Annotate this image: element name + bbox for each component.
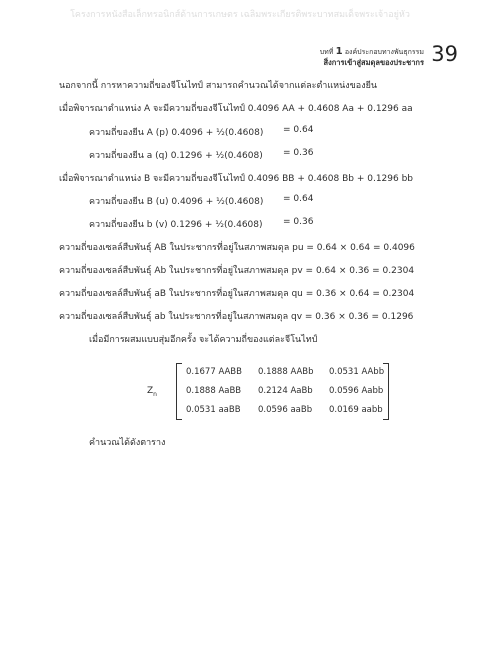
matrix-symbol: Z [147, 386, 154, 396]
freq-b-value: = 0.36 [283, 217, 314, 227]
matrix-cell: 0.0596 Aabb [329, 386, 384, 396]
matrix-cell: 0.0169 aabb [329, 405, 383, 415]
gamete-aB-text: ความถี่ของเซลล์สืบพันธุ์ aB ในประชากรที่อยู่ในสภาพสมดุล qu = 0.36 × 0.64 = 0.2304 [59, 289, 415, 299]
random-mating-text: เมื่อมีการผสมแบบสุ่มอีกครั้ง จะได้ความถี่ของแต่ละจีโนไทป์ [89, 335, 318, 345]
matrix-label [147, 386, 157, 398]
chapter-title: องค์ประกอบทางพันธุกรรม [344, 48, 424, 56]
gamete-Ab-text: ความถี่ของเซลล์สืบพันธุ์ Ab ในประชากรที่อยู่ในสภาพสมดุล pv = 0.64 × 0.36 = 0.2304 [59, 266, 415, 276]
chapter-subtitle: สิ่งการเข้าสู่สมดุลของประชากร [323, 58, 424, 67]
page-number: 39 [431, 42, 458, 66]
matrix-cell: 0.1677 AABB [186, 367, 242, 377]
matrix-cell: 0.1888 AABb [258, 367, 314, 377]
matrix-cell: 0.0596 aaBb [258, 405, 313, 415]
header-watermark-line: โครงการหนังสือเล็กทรอนิกส์ด้านการเกษตร เฉลิมพระเกียรติพระบาทสมเด็จพระเจ้าอยู่หัว [70, 10, 410, 20]
freq-b-label: ความถี่ของยีน b (v) 0.1296 + ½(0.4608) [89, 220, 263, 230]
freq-A-value: = 0.64 [283, 125, 314, 135]
freq-a-value: = 0.36 [283, 148, 314, 158]
freq-a-label: ความถี่ของยีน a (q) 0.1296 + ½(0.4608) [89, 151, 263, 161]
matrix-left-bracket [176, 363, 182, 420]
gamete-ab-text: ความถี่ของเซลล์สืบพันธุ์ ab ในประชากรที่อยู่ในสภาพสมดุล qv = 0.36 × 0.36 = 0.1296 [59, 312, 414, 322]
intro-paragraph: นอกจากนี้ การหาความถี่ของจีโนไทป์ สามารถคำนวณได้จากแต่ละตำแหน่งของยีน [59, 81, 378, 91]
matrix-cell: 0.2124 AaBb [258, 386, 313, 396]
matrix-cell: 0.0531 AAbb [329, 367, 385, 377]
matrix-cell: 0.1888 AaBB [186, 386, 242, 396]
matrix-subscript: n [153, 390, 157, 398]
freq-A-label: ความถี่ของยีน A (p) 0.4096 + ½(0.4608) [89, 128, 264, 138]
locus-b-text: เมื่อพิจารณาตำแหน่ง B จะมีความถี่ของจีโนไทป์ 0.4096 BB + 0.4608 Bb + 0.1296 bb [59, 174, 414, 184]
chapter-prefix: บทที่ [319, 48, 334, 56]
closing-text: คำนวณได้ดังตาราง [89, 438, 166, 448]
chapter-number: 1 [335, 46, 343, 57]
gamete-AB-text: ความถี่ของเซลล์สืบพันธุ์ AB ในประชากรที่อยู่ในสภาพสมดุล pu = 0.64 × 0.64 = 0.4096 [59, 243, 415, 253]
locus-a-text: เมื่อพิจารณาตำแหน่ง A จะมีความถี่ของจีโนไทป์ 0.4096 AA + 0.4608 Aa + 0.1296 aa [59, 104, 413, 114]
matrix-cell: 0.0531 aaBB [186, 405, 241, 415]
freq-B-value: = 0.64 [283, 194, 314, 204]
freq-B-label: ความถี่ของยีน B (u) 0.4096 + ½(0.4608) [89, 197, 264, 207]
